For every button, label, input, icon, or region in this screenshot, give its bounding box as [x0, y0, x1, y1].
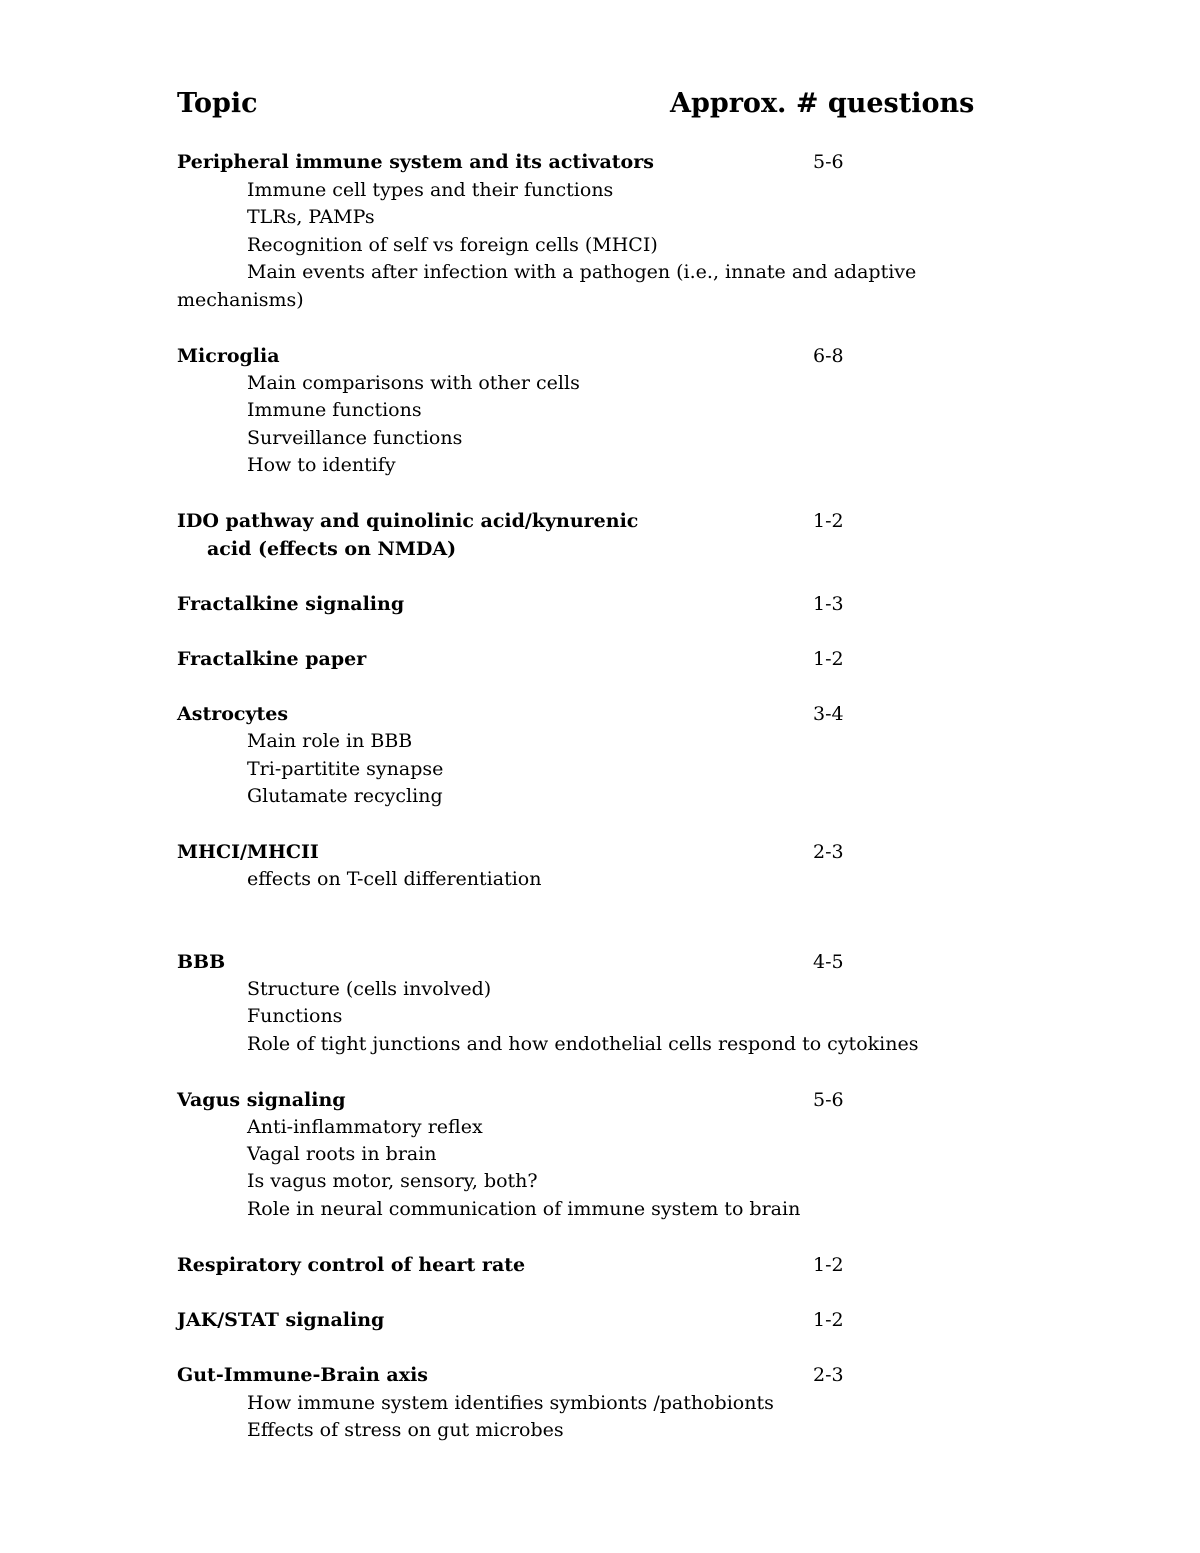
- section-question-count: 5-6: [813, 151, 844, 173]
- section-question-count: 2-3: [813, 1364, 844, 1386]
- section-question-count: 3-4: [813, 703, 844, 725]
- section-question-count: 1-2: [813, 648, 844, 670]
- section-question-count: 1-2: [813, 1309, 844, 1331]
- subtopic-item: Tri-partitite synapse: [247, 758, 444, 780]
- section-question-count: 5-6: [813, 1089, 844, 1111]
- section-question-count: 4-5: [813, 951, 844, 973]
- section-title: JAK/STAT signaling: [177, 1309, 385, 1331]
- section-question-count: 1-2: [813, 510, 844, 532]
- section-title: BBB: [177, 951, 226, 973]
- subtopic-item: Recognition of self vs foreign cells (MHCI): [247, 234, 658, 256]
- subtopic-item: Main role in BBB: [247, 730, 413, 752]
- question-count-column-header: Approx. # questions: [670, 88, 975, 119]
- subtopic-item: Role of tight junctions and how endothelial cells respond to cytokines: [247, 1033, 919, 1055]
- subtopic-item: Is vagus motor, sensory, both?: [247, 1170, 538, 1192]
- subtopic-item: Main events after infection with a pathogen (i.e., innate and adaptive mechanisms): [177, 261, 917, 311]
- subtopic-item: Main comparisons with other cells: [247, 372, 580, 394]
- section-question-count: 2-3: [813, 841, 844, 863]
- subtopic-item: TLRs, PAMPs: [247, 206, 375, 228]
- section-title: Respiratory control of heart rate: [177, 1254, 526, 1276]
- subtopic-item: How immune system identifies symbionts /pathobionts: [247, 1392, 774, 1414]
- section-title: Fractalkine paper: [177, 648, 367, 670]
- subtopic-item: effects on T-cell differentiation: [247, 868, 542, 890]
- section-title: Gut-Immune-Brain axis: [177, 1364, 428, 1386]
- section-title: MHCI/MHCII: [177, 841, 319, 863]
- subtopic-item: Structure (cells involved): [247, 978, 492, 1000]
- section-title: Astrocytes: [177, 703, 289, 725]
- section-question-count: 1-2: [813, 1254, 844, 1276]
- topic-column-header: Topic: [177, 88, 258, 119]
- subtopic-item: Immune functions: [247, 399, 422, 421]
- section-title: Vagus signaling: [177, 1089, 346, 1111]
- section-question-count: 6-8: [813, 345, 844, 367]
- section-title-line-1: IDO pathway and quinolinic acid/kynurenic: [177, 510, 639, 532]
- subtopic-item: Anti-inflammatory reflex: [247, 1116, 483, 1138]
- subtopic-item: How to identify: [247, 454, 396, 476]
- subtopic-item: Functions: [247, 1005, 343, 1027]
- subtopic-item: Immune cell types and their functions: [247, 179, 614, 201]
- subtopic-item: Role in neural communication of immune system to brain: [247, 1198, 801, 1220]
- section-title: Peripheral immune system and its activators: [177, 151, 654, 173]
- section-title: Fractalkine signaling: [177, 593, 405, 615]
- section-title-line-2: acid (effects on NMDA): [207, 538, 457, 560]
- subtopic-item: Glutamate recycling: [247, 785, 443, 807]
- section-question-count: 1-3: [813, 593, 844, 615]
- subtopic-item: Surveillance functions: [247, 427, 463, 449]
- section-title: Microglia: [177, 345, 280, 367]
- subtopic-item: Effects of stress on gut microbes: [247, 1419, 564, 1441]
- subtopic-item: Vagal roots in brain: [247, 1143, 437, 1165]
